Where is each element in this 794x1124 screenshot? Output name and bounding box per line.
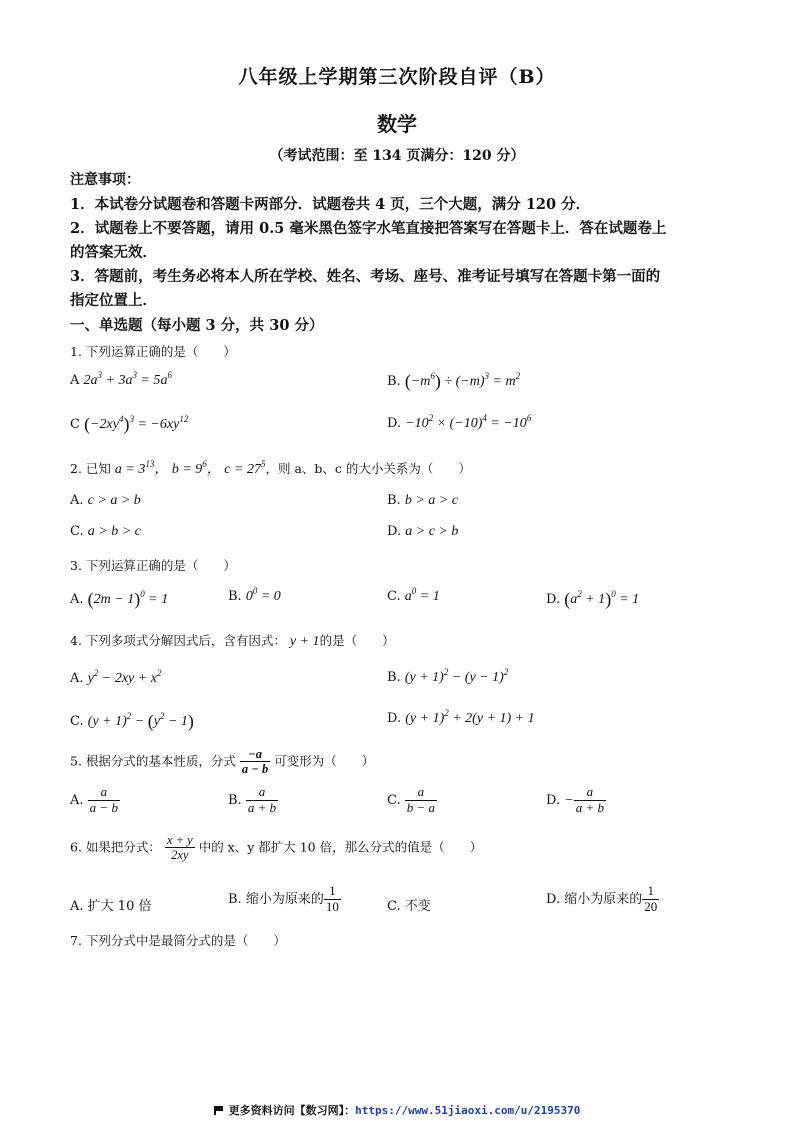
question-text: 可变形为（ ） [274,753,375,769]
question-1-option-b [387,371,520,392]
option-text: 缩小为原来的 [245,891,324,907]
question-5-option-c [387,785,437,816]
option-label: C. [387,589,401,604]
option-label: A. [70,592,84,607]
fraction: $\frac{a}{a - b}$ [89,784,118,815]
option-label: D. [387,416,402,431]
question-6-option-d [546,884,659,915]
math-sign: − [564,792,574,808]
question-text: 5. 根据分式的基本性质，分式 [70,753,236,769]
option-text: 缩小为原来的 [564,891,643,907]
fraction: $\frac{a}{a + b}$ [247,784,277,815]
math-expression: $(a^2 + 1)^0 = 1$ [564,589,640,609]
question-4-option-b [387,667,509,686]
question-text: ，则 a、b、c 的大小关系为（ ） [265,461,471,476]
question-1-option-d [387,413,532,432]
question-2-option-a [70,493,141,509]
question-1-stem: 1. 下列运算正确的是（ ） [70,344,236,359]
footer-link[interactable]: https://www.51jiaoxi.com/u/2195370 [355,1104,581,1117]
option-label: C [70,417,80,432]
fraction: $\frac{a}{a + b}$ [575,784,604,815]
option-label: D. [387,524,402,539]
question-2-option-d [387,524,458,540]
notice-heading: 注意事项： [70,172,140,188]
fraction: $\frac{x + y}{2xy}$ [166,833,193,863]
question-3-stem: 3. 下列运算正确的是（ ） [70,558,236,573]
math-expression: $(y + 1)^2 - (y^2 - 1)$ [87,711,194,731]
page-footer [0,1102,794,1118]
question-text: 的是（ ） [319,633,395,648]
math-expression: y + 1 [289,634,320,649]
notice-line: 3．答题前，考生务必将本人所在学校、姓名、考场、座号、准考证号填写在答题卡第一面的 [70,268,661,285]
math-expression: $(y + 1)^2 - (y - 1)^2$ [404,667,509,685]
question-text: 6. 如果把分式： [70,839,161,855]
question-text: 2. 已知 [70,461,111,476]
question-6-option-a [70,895,151,914]
question-5-option-b [228,785,278,816]
option-label: B. [228,589,242,604]
option-label: A. [70,899,84,914]
fraction: $\frac{1}{10}$ [325,883,339,914]
question-5-option-d [546,785,606,816]
question-2-stem [70,458,471,478]
subject-heading: 数学 [377,112,417,136]
math-expression: $-10^2 \times (-10)^4 = -10^6$ [405,413,532,431]
option-label: D. [546,792,561,808]
option-text: 扩大 10 倍 [87,899,152,914]
math-expression: c > a > b [87,493,141,508]
option-label: A. [70,493,84,508]
math-expression: a > c > b [405,524,459,539]
question-4-option-a [70,668,162,687]
question-5-stem [70,747,374,777]
exam-scope: （考试范围：至 134 页满分：120 分） [269,148,525,164]
section-heading: 一、单选题（每小题 3 分，共 30 分） [70,317,324,334]
question-4-option-d [387,708,535,727]
question-4-option-c [70,711,194,732]
flag-icon [214,1106,225,1115]
option-text: 不变 [404,899,431,914]
math-expression: $0^0 = 0$ [245,586,281,604]
option-label: A. [70,671,84,686]
question-6-option-b [228,884,341,915]
option-label: A [70,373,80,388]
fraction: $\frac{a}{b - a}$ [406,784,436,815]
footer-text: 更多资料访问【数习网】： [228,1104,356,1117]
page-title: 八年级上学期第三次阶段自评（B） [238,66,556,88]
option-label: C. [70,524,84,539]
option-label: B. [228,891,242,907]
option-label: C. [387,899,401,914]
question-3-option-a [70,589,168,610]
fraction: $\frac{1}{20}$ [644,883,658,914]
math-expression: $a^0 = 1$ [404,586,440,604]
math-expression: $2a^3 + 3a^3 = 5a^6$ [83,370,172,388]
question-text: 中的 x、y 都扩大 10 倍，那么分式的值是（ ） [198,839,483,855]
math-expression: $(-2xy^4)^3 = -6xy^{12}$ [84,414,189,434]
option-label: B. [387,670,401,685]
option-label: C. [387,792,401,808]
option-label: D. [387,711,402,726]
question-6-option-c [387,895,431,914]
notice-line: 指定位置上． [70,292,157,309]
question-7-stem: 7. 下列分式中是最简分式的是（ ） [70,933,286,948]
question-3-option-c [387,586,440,605]
option-label: A. [70,792,84,808]
option-label: B. [387,374,401,389]
question-2-option-c [70,524,141,540]
question-1-option-c [70,414,188,435]
question-5-option-a [70,785,120,816]
option-label: B. [387,493,401,508]
math-expression: $a = 3^{13}$， $b = 9^6$， $c = 27^5$ [114,459,266,477]
fraction: $\frac{-a}{a - b}$ [241,747,269,777]
option-label: D. [546,891,561,907]
math-expression: $(y + 1)^2 + 2(y + 1) + 1$ [405,708,535,726]
question-1-option-a [70,370,172,389]
question-4-stem [70,631,395,650]
option-label: C. [70,714,84,729]
math-expression: b > a > c [404,493,458,508]
question-6-stem [70,833,482,863]
math-expression: a > b > c [87,524,141,539]
notice-line: 2．试题卷上不要答题，请用 0.5 毫米黑色签字水笔直接把答案写在答题卡上．答在试题卷上 [70,220,667,237]
option-label: B. [228,792,242,808]
math-expression: $(2m - 1)^0 = 1$ [87,589,169,609]
question-2-option-b [387,493,458,509]
notice-line: 的答案无效． [70,244,157,261]
question-3-option-d [546,589,639,610]
question-3-option-b [228,586,281,605]
question-text: 4. 下列多项式分解因式后，含有因式： [70,633,286,648]
math-expression: $y^2 - 2xy + x^2$ [87,668,162,686]
math-expression: $(-m^6) \div (-m)^3 = m^2$ [404,371,521,391]
notice-line: 1．本试卷分试题卷和答题卡两部分．试题卷共 4 页，三个大题，满分 120 分． [70,196,591,213]
option-label: D. [546,592,561,607]
